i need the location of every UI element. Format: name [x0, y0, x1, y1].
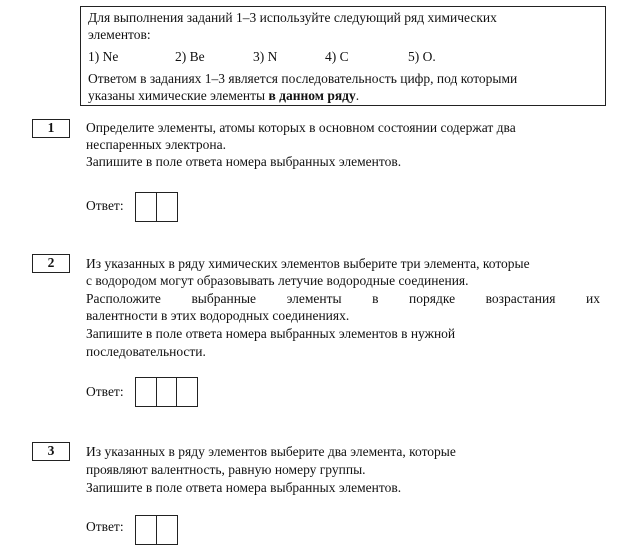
word: элементы	[286, 291, 342, 306]
task-number: 3	[32, 442, 70, 461]
answer-label: Ответ:	[86, 198, 124, 213]
element-option: 4) C	[325, 49, 349, 64]
word: возрастания	[485, 291, 556, 306]
answer-cell[interactable]	[135, 515, 157, 545]
answer-cell[interactable]	[135, 377, 157, 407]
task-text-line: Определите элементы, атомы которых в основном состоянии содержат два	[86, 120, 516, 135]
task-number: 1	[32, 119, 70, 138]
answer-label: Ответ:	[86, 519, 124, 534]
task-text-line: неспаренных электрона.	[86, 137, 226, 152]
answer-cell[interactable]	[135, 192, 157, 222]
element-option: 5) O.	[408, 49, 436, 64]
word: порядке	[409, 291, 456, 306]
intro-box	[80, 6, 606, 106]
element-option: 3) N	[253, 49, 278, 64]
answer-cell[interactable]	[176, 377, 198, 407]
word: выбранные	[191, 291, 257, 306]
answer-cell[interactable]	[156, 192, 178, 222]
task-text-line: Запишите в поле ответа номера выбранных элементов.	[86, 480, 402, 495]
task-text-line: проявляют валентность, равную номеру группы.	[86, 462, 366, 477]
intro-line: Для выполнения заданий 1–3 используйте следующий ряд химических	[88, 10, 497, 25]
task-text-line: Запишите в поле ответа номера выбранных элементов в нужной	[86, 326, 456, 341]
word: Расположите	[86, 291, 161, 306]
task-text-line: последовательности.	[86, 344, 206, 359]
task-text-line: Из указанных в ряду элементов выберите два элемента, которые	[86, 444, 456, 459]
element-option: 2) Be	[175, 49, 205, 64]
word: в	[372, 291, 379, 306]
intro-line	[88, 88, 359, 104]
answer-cells	[135, 192, 176, 222]
intro-text: .	[355, 88, 360, 103]
intro-line: элементов:	[88, 27, 151, 42]
intro-text: указаны химические элементы	[88, 88, 269, 103]
element-option: 1) Ne	[88, 49, 119, 64]
answer-cell[interactable]	[156, 515, 178, 545]
intro-line: Ответом в заданиях 1–3 является последовательность цифр, под которыми	[88, 71, 518, 86]
task-text-line: Из указанных в ряду химических элементов выберите три элемента, которые	[86, 256, 530, 271]
answer-cells	[135, 377, 197, 407]
task-text-line: с водородом могут образовывать летучие водородные соединения.	[86, 273, 469, 288]
intro-emphasis: в данном ряду	[268, 88, 356, 103]
answer-label: Ответ:	[86, 384, 124, 399]
task-text-line: Запишите в поле ответа номера выбранных элементов.	[86, 154, 402, 169]
task-text-line: валентности в этих водородных соединениях.	[86, 308, 350, 323]
word: их	[586, 291, 600, 306]
task-text-line-justified	[86, 291, 600, 307]
task-number: 2	[32, 254, 70, 273]
answer-cells	[135, 515, 176, 545]
answer-cell[interactable]	[156, 377, 178, 407]
